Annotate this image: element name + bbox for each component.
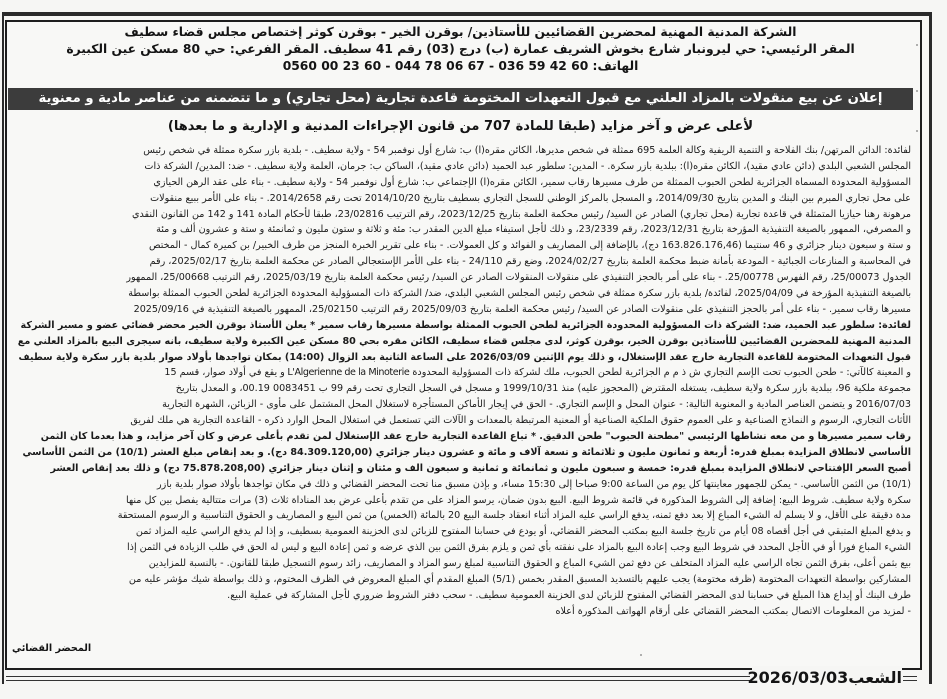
scan-speck: [916, 44, 918, 46]
notice-body-line: لفائدة: سلطور عبد الحميد، ضد: الشركة ذات المسؤولية المحدودة الجزائرية لطحن الحبوب الممثلة بواسطة مسيرها رقاب سمير * يعلن الأستاذ بوقرن الخير محضر قضائي عضو و مسير الشركة: [20, 319, 911, 331]
notice-body: [10, 143, 911, 620]
notice-subtitle: لأعلى عرض و آخر مزايد (طبقا للمادة 707 من قانون الإجراءات المدنية و الإدارية و ما بعدها): [167, 119, 754, 134]
company-phones: الهاتف: 60 42 59 036 - 67 06 78 044 - 60 23 00 0560: [282, 59, 639, 73]
newspaper-name: الشعب: [848, 668, 902, 687]
notice-body-line: و المعينة كالآتي: - طحن الحبوب تحت الإسم التجاري ش ذ م م الجزائرية لطحن الحبوب، ملك لشركة ذات المسؤولية المحدودة L'Algerienne de la Minoterie و يقع في أولاد صوار، قسم 15: [164, 367, 911, 379]
footer-rule-left: [6, 676, 750, 681]
notice-body-line: لفائدة: الدائن المرتهن/ بنك الفلاحة و التنمية الريفية وكالة العلمة 695 ممثلة في شخص مديرها، الكائن مقره(ا) ب: شارع أول نوفمبر 54 - ولاية سطيف. - بلدية بازر سكرة ممثلة في شخص رئيس: [143, 145, 911, 156]
notice-body-line: مدة دقيقة على الأقل، و لا يسلم له الشيء المباع إلا بعد دفع ثمنه، يدفع الراسي عليه المزاد أثناء انعقاد جلسة البيع 20 بالمائة (الخمس) من ثمن البيع و المصاريف و الحقوق التناسبية و الرسوم المستحقة: [117, 510, 911, 522]
notice-body-line: الشيء المباع فورا أو في الأجل المحدد في شروط البيع وجب إعادة البيع بالمزاد على نفقته بأي ثمن و يلزم بفرق الثمن بين الذي عرضه و ثمن إعادة البيع و ليس له الحق في طلب الزيادة في الثمن إذا: [127, 542, 911, 554]
notice-body-line: و يدفع المبلغ المتبقي في أجل أقصاه 08 أيام من تاريخ جلسة البيع بمكتب المحضر القضائي، أو يودع في حسابنا المفتوح للزبائن لدى الخزينة العمومية بسطيف، و إذا لم يدفع الراسي عليه المزاد ثمن: [135, 526, 911, 538]
notice-body-line: في المحاسبة و المنازعات الجبائية - المودعة بأمانة ضبط محكمة العلمة بتاريخ 2024/02/27، وضع رقم 24/110 - بناء على الأمر الإستعجالي الصادر عن محكمة العلمة بتاريخ 2025/02/17، رقم: [149, 256, 911, 268]
company-name: الشركة المدنية المهنية لمحضرين القضائيين للأستاذين/ بوقرن الخير - بوقرن كوثر إختصاص مجلس قضاء سطيف: [124, 25, 797, 39]
notice-body-line: المدنية المهنية للمحضرين القضائيين للأستاذين بوقرن الخير، بوقرن كوثر، لدى مجلس قضاء سطيف، الكائن مقره بحي 80 مسكن عين الكبيرة ولاية سطيف، بانه سيجرى البيع بالمزاد العلني مع: [17, 335, 911, 347]
notice-body-line: المجلس الشعبي البلدي (دائن عادي مقيد)، الكائن مقره(ا): ببلدية بازر سكرة. - المدين: سلطور عبد الحميد (دائن عادي مقيد)، الساكن ب: جرمان، العلمة ولاية سطيف. - ضد: المدين/ الشركة ذات: [144, 160, 911, 172]
closing-contact-line: - لمزيد من المعلومات الاتصال بمكتب المحضر القضائي على أرقام الهواتف المذكورة أعلاه: [555, 605, 911, 617]
notice-body-line: الأساسي لانطلاق المزايدة بمبلغ قدره: أربعة و ثمانون مليون و ثلاثمائة و تسعة آلاف و مائة و عشرون دينار جزائري (84.309.120,00 دج). و بعد إنقاص مبلغ العشر (10/1) من الثمن الأساسي: [22, 446, 911, 458]
scan-speck: [916, 90, 918, 92]
bailiff-signature: المحضر القضائي: [12, 643, 92, 654]
notice-body-line: على محل تجاري المبرم بين البنك و المدين بتاريخ 2014/09/30، و المسجل بالمركز الوطني للسجل التجاري بسطيف بتاريخ 2014/10/20 تحت رقم 2014/2658. - بناء على الأمر ببيع منقولات: [150, 192, 911, 204]
notice-body-line: بالصيغة التنفيذية المؤرخة في 2025/04/09، لفائدة/ بلدية بازر سكرة ممثلة في شخص رئيس المجلس الشعبي البلدي، ضد/ الشركة ذات المسؤولية المحدودة الجزائرية لطحن الحبوب الممثلة بواسطة: [128, 288, 911, 300]
notice-banner-title: إعلان عن بيع منقولات بالمزاد العلني مع قبول التعهدات المختومة قاعدة تجارية (محل تجاري) و ما تتضمنه من عناصر مادية و معنوية: [8, 88, 913, 110]
notice-body-line: الجدول 25/00073، رقم الفهرس 25/00778. - بناء على أمر بالحجز التنفيذي على منقولات المنقولات الصادر عن السيد/ رئيس محكمة العلمة بتاريخ 2025/03/19، رقم الترتيب 25/00668، الممهور: [126, 272, 911, 284]
notice-header: [8, 24, 913, 75]
notice-body-line: طرف البنك أو إيداع هذا المبلغ في حسابنا لدى المحضر القضائي المفتوح للزبائن لدى الخزينة العمومية سطيف. - سحب دفتر الشروط ضروري لأجل المشاركة في عملية البيع.: [227, 589, 911, 601]
notice-body-line: أصبح السعر الإفتتاحي لانطلاق المزايدة بمبلغ قدره: خمسة و سبعون مليون و ثمانمائة و ثمانية و سبعون الف و مئتان و إثنان دينار جزائري (75.878.208,00 دج) و ذلك بعد إنقاص العشر: [50, 462, 911, 474]
company-address: المقر الرئيسي: حي ليرونبار شارع بخوش الشريف عمارة (ب) درج (03) رقم 41 سطيف. المقر الفرعي: حي 80 مسكن عين الكبيرة: [66, 42, 855, 56]
notice-body-line: مسيرها رقاب سمير. - بناء على أمر بالحجز التنفيذي على منقولات الصادر عن السيد/ رئيس محكمة العلمة بتاريخ 2025/09/03 رقم الترتيب 25/02150، الممهور بالصيغة التنفيذية في 2025/09/16: [133, 303, 911, 315]
notice-body-line: المشاركين بواسطة التعهدات المختومة (ظرفه مختومة) يجب عليهم بالتسديد المسبق المقدر بخمس (5/1) المبلغ المقدم أي المبلغ المعروض في الظرف المختوم، و ذلك بواسطة شيك مؤشر عليه من: [128, 574, 911, 586]
notice-body-line: (10/1) من الثمن الأساسي. - يمكن للجمهور معاينتها كل يوم من الساعة 9:00 صباحا إلى 15:30 مساء، و بإذن مسبق منا تحت المحضر القضائي و ذلك في مكان تواجدها بأولاد صوار بلدية بازر: [157, 478, 911, 490]
notice-body-line: سكرة ولاية سطيف. شروط البيع: إضافة إلى الشروط المذكورة في قائمة شروط البيع. البيع بدون ضمان، يرسو المزاد على من تقدم بأعلى عرض بعد المناداة ثلاث (3) مرات متتالية يفصل بين كل منها: [126, 494, 911, 506]
notice-body-line: بيع بثمن أعلى، بفرق الثمن تجاه الراسي عليه المزاد المتخلف عن دفع ثمن الشيء المباع و الحقوق التناسبية لمبلغ رسو المزاد و المصاريف، زائد رسوم التسجيل طبقا للقانون. - بالنسبة للمزايدين: [148, 558, 911, 570]
notice-body-line: مرهونة رهنا حيازيا المتمثلة في قاعدة تجارية (محل تجاري) الصادر عن السيد/ رئيس محكمة العلمة بتاريخ 2023/12/25، رقم الترتيب 23/02816، طبقا لأحكام المادة 141 و 142 من القانون النقدي: [131, 208, 911, 220]
notice-body-line: المسؤولية المحدودة المسماة الجزائرية لطحن الحبوب الممثلة من طرف مسيرها رقاب سمير، الكائن مقره(ا) الإجتماعي ب: شارع أول نوفمبر 54 - ولاية سطيف. - بناء على عقد الرهن الحيازي: [153, 176, 911, 188]
notice-body-line: 2016/07/03 و يتضمن العناصر المادية و المعنوية التالية: - عنوان المحل و الإسم التجاري. - الحق في إيجار الأماكن المستأجرة لاستغلال المحل المشتمل على مأوى - الزبائن، الشهرة التجارية: [162, 399, 911, 411]
publication-date: 2026/03/03: [747, 668, 849, 687]
notice-body-line: قبول التعهدات المختومة للقاعدة التجارية خارج عقد الإستغلال، و ذلك يوم الإثنين 2026/03/09 على الساعة الثانية بعد الزوال (14:00) بمكان تواجدها بأولاد صوار بلدية بازر سكرة ولاية سطيف: [18, 351, 911, 363]
scan-speck: [640, 654, 642, 656]
newspaper-date-stamp: [747, 666, 902, 690]
notice-body-line: مجموعة ملكية 96، ببلدية بازر سكرة ولاية سطيف، يستغله المقترض (المحجوز عليه) منذ 1999/10/31 و مسجل في السجل التجاري تحت رقم 99 ب 0083451 00.19، و المعدل بتاريخ: [175, 383, 911, 395]
notice-body-line: و ستة و سبعون دينار جزائري و 46 سنتيما (163.826.176,46 دج)، بالإضافة إلى المصاريف و الفوائد و كل العمولات. - بناء على تقرير الخبرة المنجز من طرف الخبير/ بن كميرة كمال - المختص: [148, 240, 911, 252]
notice-body-line: رقاب سمير مسيرها و من معه نشاطها الرئيسي "مطحنة الحبوب" طحن الدقيق. * تباع القاعدة التجارية خارج عقد الإستغلال لمن تقدم بأعلى عرض و كان آخر مزايد، و هذا بعدما كان الثمن: [40, 431, 911, 443]
notice-body-line: الأثاث التجاري، الرسوم و النماذج الصناعية و على العموم حقوق الملكية الصناعية أو المعنية المرتبطة بالمعدات و الآلات التي تستعمل في استغلال المحل الوارد ذكره - القاعدة التجارية هي ملك لفريق: [130, 415, 911, 427]
notice-body-line: و المصرفي، الممهور بالصيغة التنفيذية المؤرخة بتاريخ 2023/12/31، رقم 23/2339، و ذلك لأجل استيفاء مبلغ الدين المقدر ب: مئة و ثلاثة و ستون مليون و ثمانمئة و ستة و عشرون ألف و مئة: [156, 224, 911, 236]
scan-speck: [916, 130, 918, 132]
footer-rule-right: [903, 676, 917, 681]
